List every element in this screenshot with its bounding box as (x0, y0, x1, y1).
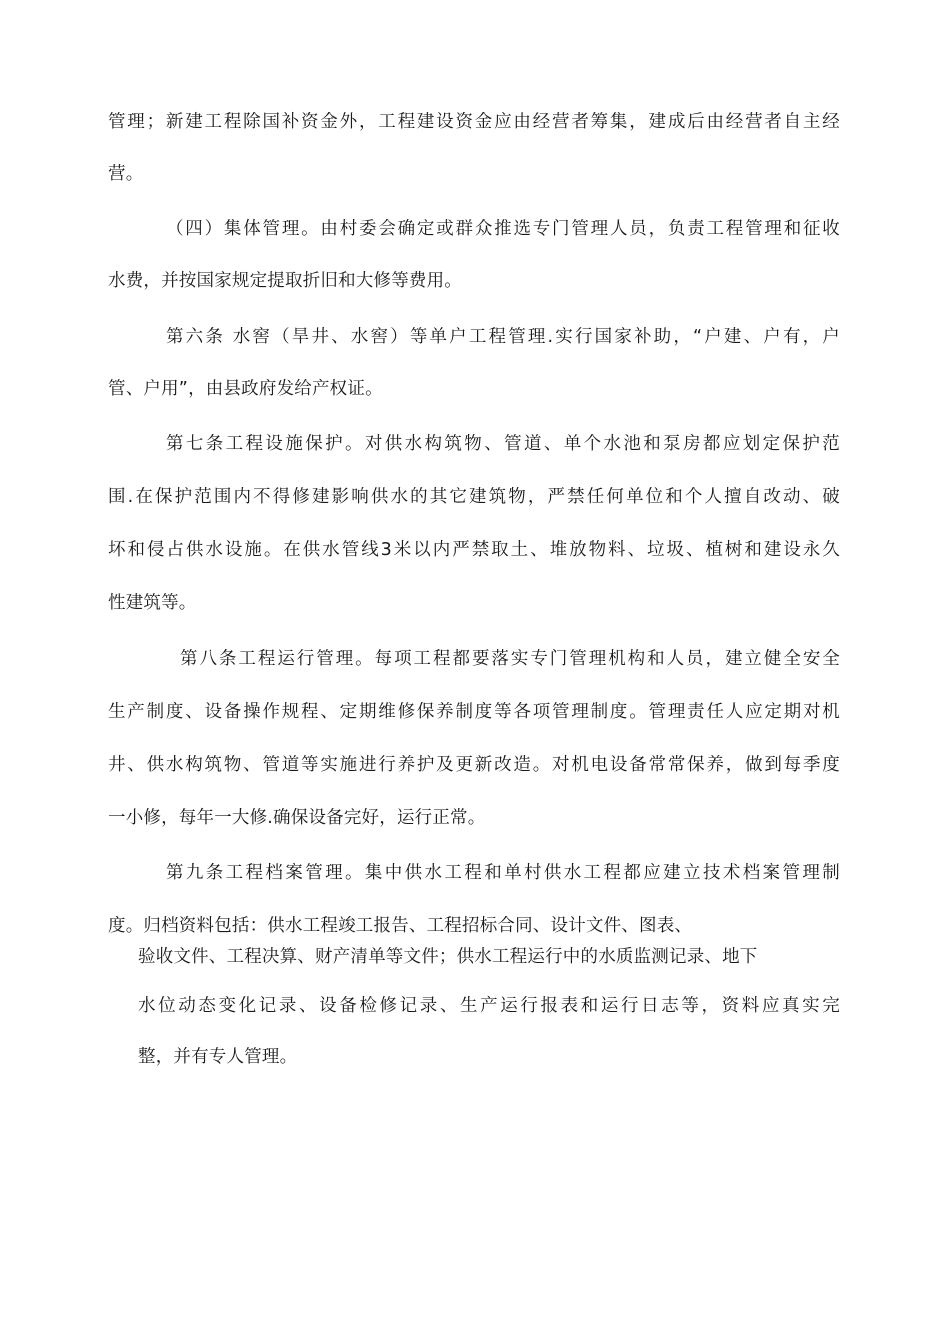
text-line-3: （四）集体管理。由村委会确定或群众推选专门管理人员，负责工程管理和征收 (166, 219, 840, 239)
text-line-1: 管理；新建工程除国补资金外，工程建设资金应由经营者筹集，建成后由经营者自主经 (108, 112, 840, 132)
text-line-2: 营。 (108, 164, 144, 184)
text-line-8: 围.在保护范围内不得修建影响供水的其它建筑物，严禁任何单位和个人擅自改动、破 (108, 487, 840, 507)
text-line-11: 第八条工程运行管理。每项工程都要落实专门管理机构和人员，建立健全安全 (180, 649, 840, 669)
text-line-13: 井、供水构筑物、管道等实施进行养护及更新改造。对机电设备常常保养，做到每季度 (108, 755, 840, 775)
text-line-19: 整，并有专人管理。 (138, 1047, 298, 1067)
text-line-7: 第七条工程设施保护。对供水构筑物、管道、单个水池和泵房都应划定保护范 (166, 434, 840, 454)
text-line-10: 性建筑等。 (108, 593, 197, 613)
text-line-18: 水位动态变化记录、设备检修记录、生产运行报表和运行日志等，资料应真实完 (138, 996, 840, 1016)
text-line-5: 第六条 水窖（旱井、水窖）等单户工程管理.实行国家补助，“户建、户有，户 (166, 327, 840, 347)
text-line-17: 验收文件、工程决算、财产清单等文件；供水工程运行中的水质监测记录、地下 (138, 947, 758, 967)
text-line-9: 坏和侵占供水设施。在供水管线3米以内严禁取土、堆放物料、垃圾、植树和建设永久 (108, 540, 840, 560)
text-line-14: 一小修，每年一大修.确保设备完好，运行正常。 (108, 808, 486, 828)
text-line-15: 第九条工程档案管理。集中供水工程和单村供水工程都应建立技术档案管理制 (166, 863, 840, 883)
text-line-16: 度。归档资料包括：供水工程竣工报告、工程招标合同、设计文件、图表、 (108, 916, 693, 936)
text-line-6: 管、户用”，由县政府发给产权证。 (108, 379, 383, 399)
text-line-4: 水费，并按国家规定提取折旧和大修等费用。 (108, 271, 462, 291)
text-line-12: 生产制度、设备操作规程、定期维修保养制度等各项管理制度。管理责任人应定期对机 (108, 702, 840, 722)
